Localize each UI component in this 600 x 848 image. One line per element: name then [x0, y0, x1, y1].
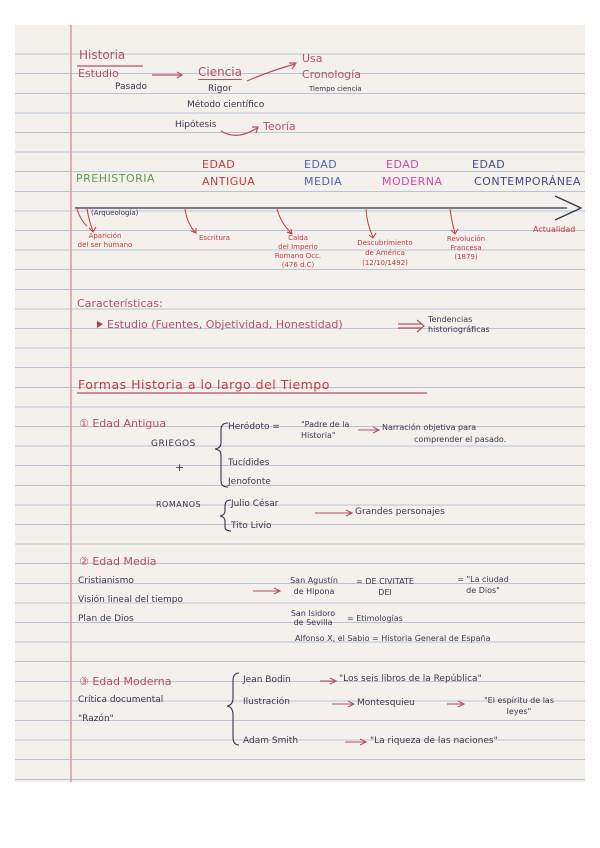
revolucion-label: Revolución Francesa (1879)	[446, 235, 486, 261]
plus-sign: +	[175, 461, 185, 474]
prehistoria-label: PREHISTORIA	[76, 172, 156, 185]
tendencias-label: Tendencias historiográficas	[428, 315, 490, 334]
tito-label: Tito Livio	[231, 521, 272, 531]
edad-label-3: EDAD	[386, 158, 420, 171]
caracteristicas-line: Estudio (Fuentes, Objetividad, Honestidad)	[107, 318, 343, 331]
edad-label-4: EDAD	[472, 158, 506, 171]
pasado-label: Pasado	[115, 82, 147, 92]
ciudad-dios-label: = "La ciudad de Dios"	[457, 575, 509, 595]
aparicion-label: Aparición del ser humano	[77, 232, 133, 249]
hipotesis-label: Hipótesis	[175, 120, 217, 130]
media-label: MEDIA	[304, 175, 343, 188]
critica-label: Crítica documental	[78, 695, 164, 705]
moderna-label: MODERNA	[382, 175, 443, 188]
bodin-label: Jean Bodin	[243, 675, 291, 685]
edad-media-heading: ② Edad Media	[79, 555, 157, 568]
civitate-label: = DE CIVITATE DEI	[356, 577, 414, 597]
drawing-layer	[15, 25, 585, 782]
caida-label: Caída del Imperio Romano Occ. (476 d.C)	[274, 234, 322, 269]
formas-title: Formas Historia a lo largo del Tiempo	[78, 377, 330, 392]
riqueza-label: "La riqueza de las naciones"	[370, 736, 498, 746]
jenofonte-label: Jenofonte	[228, 477, 271, 487]
julio-label: Julio César	[231, 499, 279, 509]
vision-label: Visión lineal del tiempo	[78, 595, 184, 605]
grandes-label: Grandes personajes	[355, 507, 445, 517]
cronologia-label: Cronología	[302, 68, 361, 81]
actualidad-label: Actualidad	[533, 225, 576, 234]
descubrimiento-label: Descubrimiento de América (12/10/1492)	[357, 239, 413, 267]
padre-historia: "Padre de la Historia"	[301, 420, 350, 440]
edad-moderna-heading: ③ Edad Moderna	[79, 675, 172, 688]
cristianismo-label: Cristianismo	[78, 576, 134, 586]
agustin-label: San Agustín de Hipona	[290, 576, 338, 596]
bodin-libro-label: "Los seis libros de la República"	[339, 674, 482, 684]
contemporanea-label: CONTEMPORÁNEA	[474, 175, 581, 188]
page-title: Historia	[79, 48, 126, 62]
tiempo-ciencia-label: Tiempo ciencia	[309, 85, 362, 93]
heredoto-label: Heródoto =	[228, 422, 280, 432]
edad-label-1: EDAD	[202, 158, 236, 171]
metodo-label: Método científico	[187, 100, 265, 110]
ciencia-label: Ciencia	[198, 65, 242, 79]
edad-antigua-heading: ① Edad Antigua	[79, 417, 167, 430]
antigua-label: ANTIGUA	[202, 175, 256, 188]
tucidides-label: Tucídides	[228, 458, 270, 468]
romanos-label: ROMANOS	[156, 500, 202, 509]
espiritu-label: "El espíritu de las leyes"	[484, 696, 554, 716]
isidoro-label: San Isidoro de Sevilla	[290, 609, 336, 627]
griegos-label: GRIEGOS	[151, 439, 196, 449]
teoria-label: Teoría	[263, 120, 296, 133]
notebook-page	[15, 25, 585, 782]
estudio-label: Estudio	[78, 67, 119, 80]
escritura-label: Escritura	[199, 234, 231, 242]
ilustracion-label: Ilustración	[243, 697, 290, 707]
usa-label: Usa	[302, 52, 323, 65]
rigor-label: Rigor	[208, 84, 232, 94]
razon-label: "Razón"	[78, 714, 114, 724]
montesquieu-label: Montesquieu	[357, 698, 415, 708]
arqueologia-label: (Arqueología)	[91, 209, 139, 217]
smith-label: Adam Smith	[243, 736, 299, 746]
narracion-label: Narración objetiva para comprender el pasado.	[382, 423, 507, 444]
etimologias-label: = Etimologías	[347, 614, 403, 623]
plan-label: Plan de Dios	[78, 614, 134, 624]
alfonso-label: Alfonso X, el Sabio = Historia General de España	[295, 634, 491, 643]
edad-label-2: EDAD	[304, 158, 338, 171]
caracteristicas-title: Características:	[77, 297, 163, 310]
